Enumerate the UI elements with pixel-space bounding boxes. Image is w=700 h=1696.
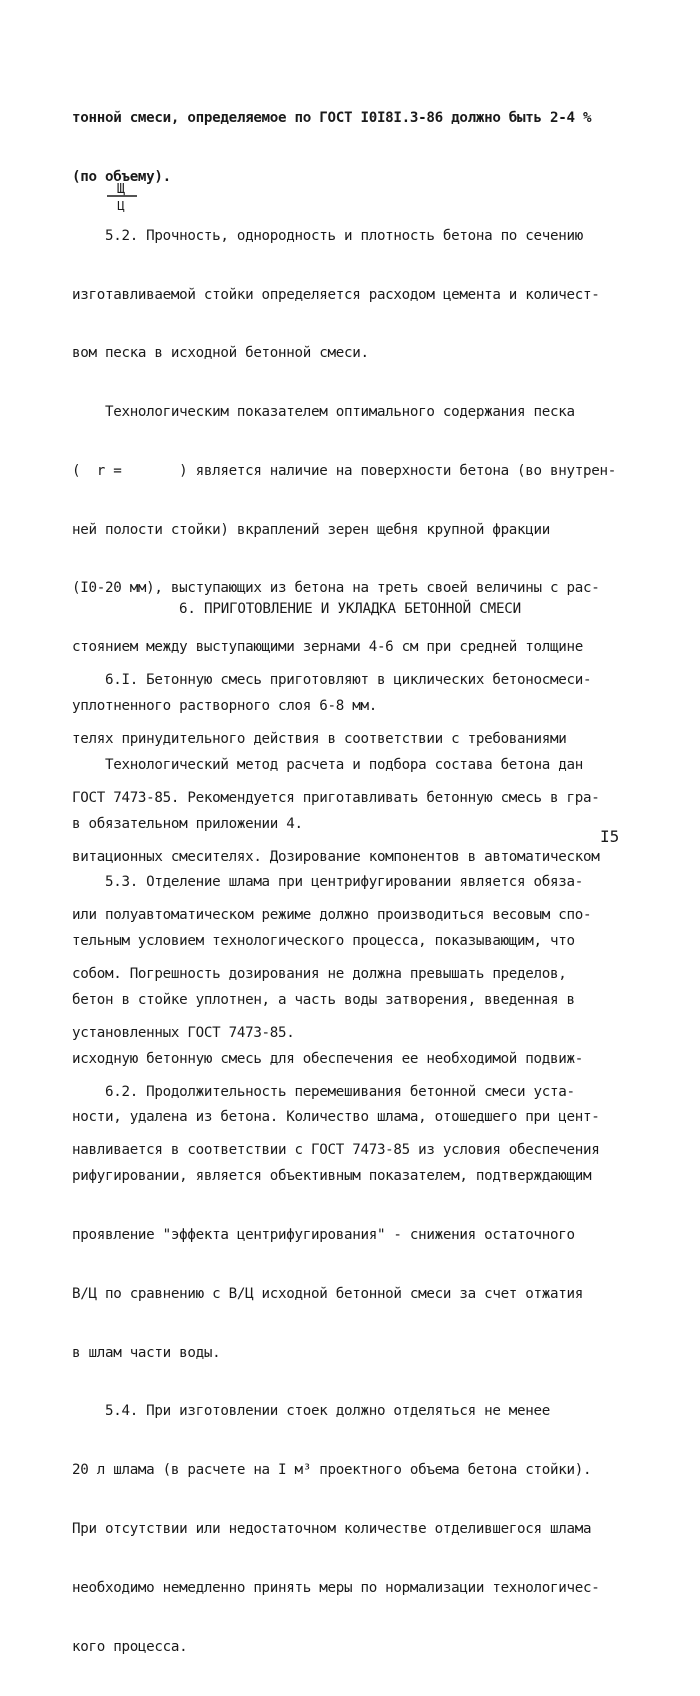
text-line: 5.4. При изготовлении стоек должно отделяться не менее: [72, 1403, 551, 1420]
text-line: тонной смеси, определяемое по ГОСТ I0I8I.3-86 должно быть 2-4 %: [72, 110, 592, 127]
text-line: Технологический метод расчета и подбора состава бетона дан: [72, 756, 583, 773]
page-number: I5: [600, 827, 620, 846]
text-line: витационных смесителях. Дозирование компонентов в автоматическом: [72, 848, 600, 865]
text-line: (I0-20 мм), выступающих из бетона на треть своей величины с рас-: [72, 580, 600, 597]
text-line: навливается в соответствии с ГОСТ 7473-85 из условия обеспечения: [72, 1142, 600, 1159]
text-block-section-6: [72, 632, 600, 1200]
text-line: 20 л шлама (в расчете на I м³ проектного объема бетона стойки).: [72, 1462, 592, 1479]
text-line: установленных ГОСТ 7473-85.: [72, 1024, 295, 1041]
text-line: стоянием между выступающими зернами 4-6 см при средней толщине: [72, 639, 583, 656]
text-line: ности, удалена из бетона. Количество шлама, отошедшего при цент-: [72, 1109, 600, 1126]
fraction-numerator: Щ: [117, 182, 125, 197]
text-line: телях принудительного действия в соответствии с требованиями: [72, 730, 567, 747]
text-line: В/Ц по сравнению с В/Ц исходной бетонной смеси за счет отжатия: [72, 1285, 583, 1302]
text-line: изготавливаемой стойки определяется расходом цемента и количест-: [72, 286, 600, 303]
text-line: уплотненного растворного слоя 6-8 мм.: [72, 698, 377, 714]
text-line: ( r = ) является наличие на поверхности бетона (во внутрен-: [72, 462, 616, 479]
text-line: проявление "эффекта центрифугирования" - снижения остаточного: [72, 1227, 575, 1244]
text-line: тельным условием технологического процесса, показывающим, что: [72, 933, 575, 950]
text-line: 5.2. Прочность, однородность и плотность бетона по сечению: [72, 227, 583, 244]
text-line: 6.I. Бетонную смесь приготовляют в циклических бетоносмеси-: [72, 672, 592, 689]
text-line: рифугировании, является объективным показателем, подтверждающим: [72, 1168, 592, 1185]
text-line: кого процесса.: [72, 1638, 188, 1655]
text-line: 5.3. Отделение шлама при центрифугировании является обяза-: [72, 874, 583, 891]
text-line: бетон в стойке уплотнен, а часть воды затворения, введенная в: [72, 991, 575, 1008]
text-line: ГОСТ 7473-85. Рекомендуется приготавливать бетонную смесь в гра-: [72, 789, 600, 806]
section-heading: 6. ПРИГОТОВЛЕНИЕ И УКЛАДКА БЕТОННОЙ СМЕСИ: [178, 601, 521, 617]
fraction-denominator: Ц: [117, 199, 125, 213]
text-line: 6.2. Продолжительность перемешивания бетонной смеси уста-: [72, 1083, 575, 1100]
text-line: Технологическим показателем оптимального содержания песка: [72, 404, 575, 421]
text-line: исходную бетонную смесь для обеспечения ее необходимой подвиж-: [72, 1050, 583, 1067]
fraction-formula: [99, 176, 143, 220]
text-line: или полуавтоматическом режиме должно производиться весовым спо-: [72, 907, 592, 924]
text-line: вом песка в исходной бетонной смеси.: [72, 345, 369, 362]
text-line: (по объему).: [72, 168, 171, 185]
text-line: в шлам части воды.: [72, 1344, 221, 1361]
text-line: в обязательном приложении 4.: [72, 815, 303, 832]
text-line: При отсутствии или недостаточном количестве отделившегося шлама: [72, 1520, 592, 1537]
text-line: ней полости стойки) вкраплений зерен щебня крупной фракции: [72, 521, 551, 538]
text-line: собом. Погрешность дозирования не должна превышать пределов,: [72, 966, 567, 983]
text-line: необходимо немедленно принять меры по нормализации технологичес-: [72, 1579, 600, 1596]
